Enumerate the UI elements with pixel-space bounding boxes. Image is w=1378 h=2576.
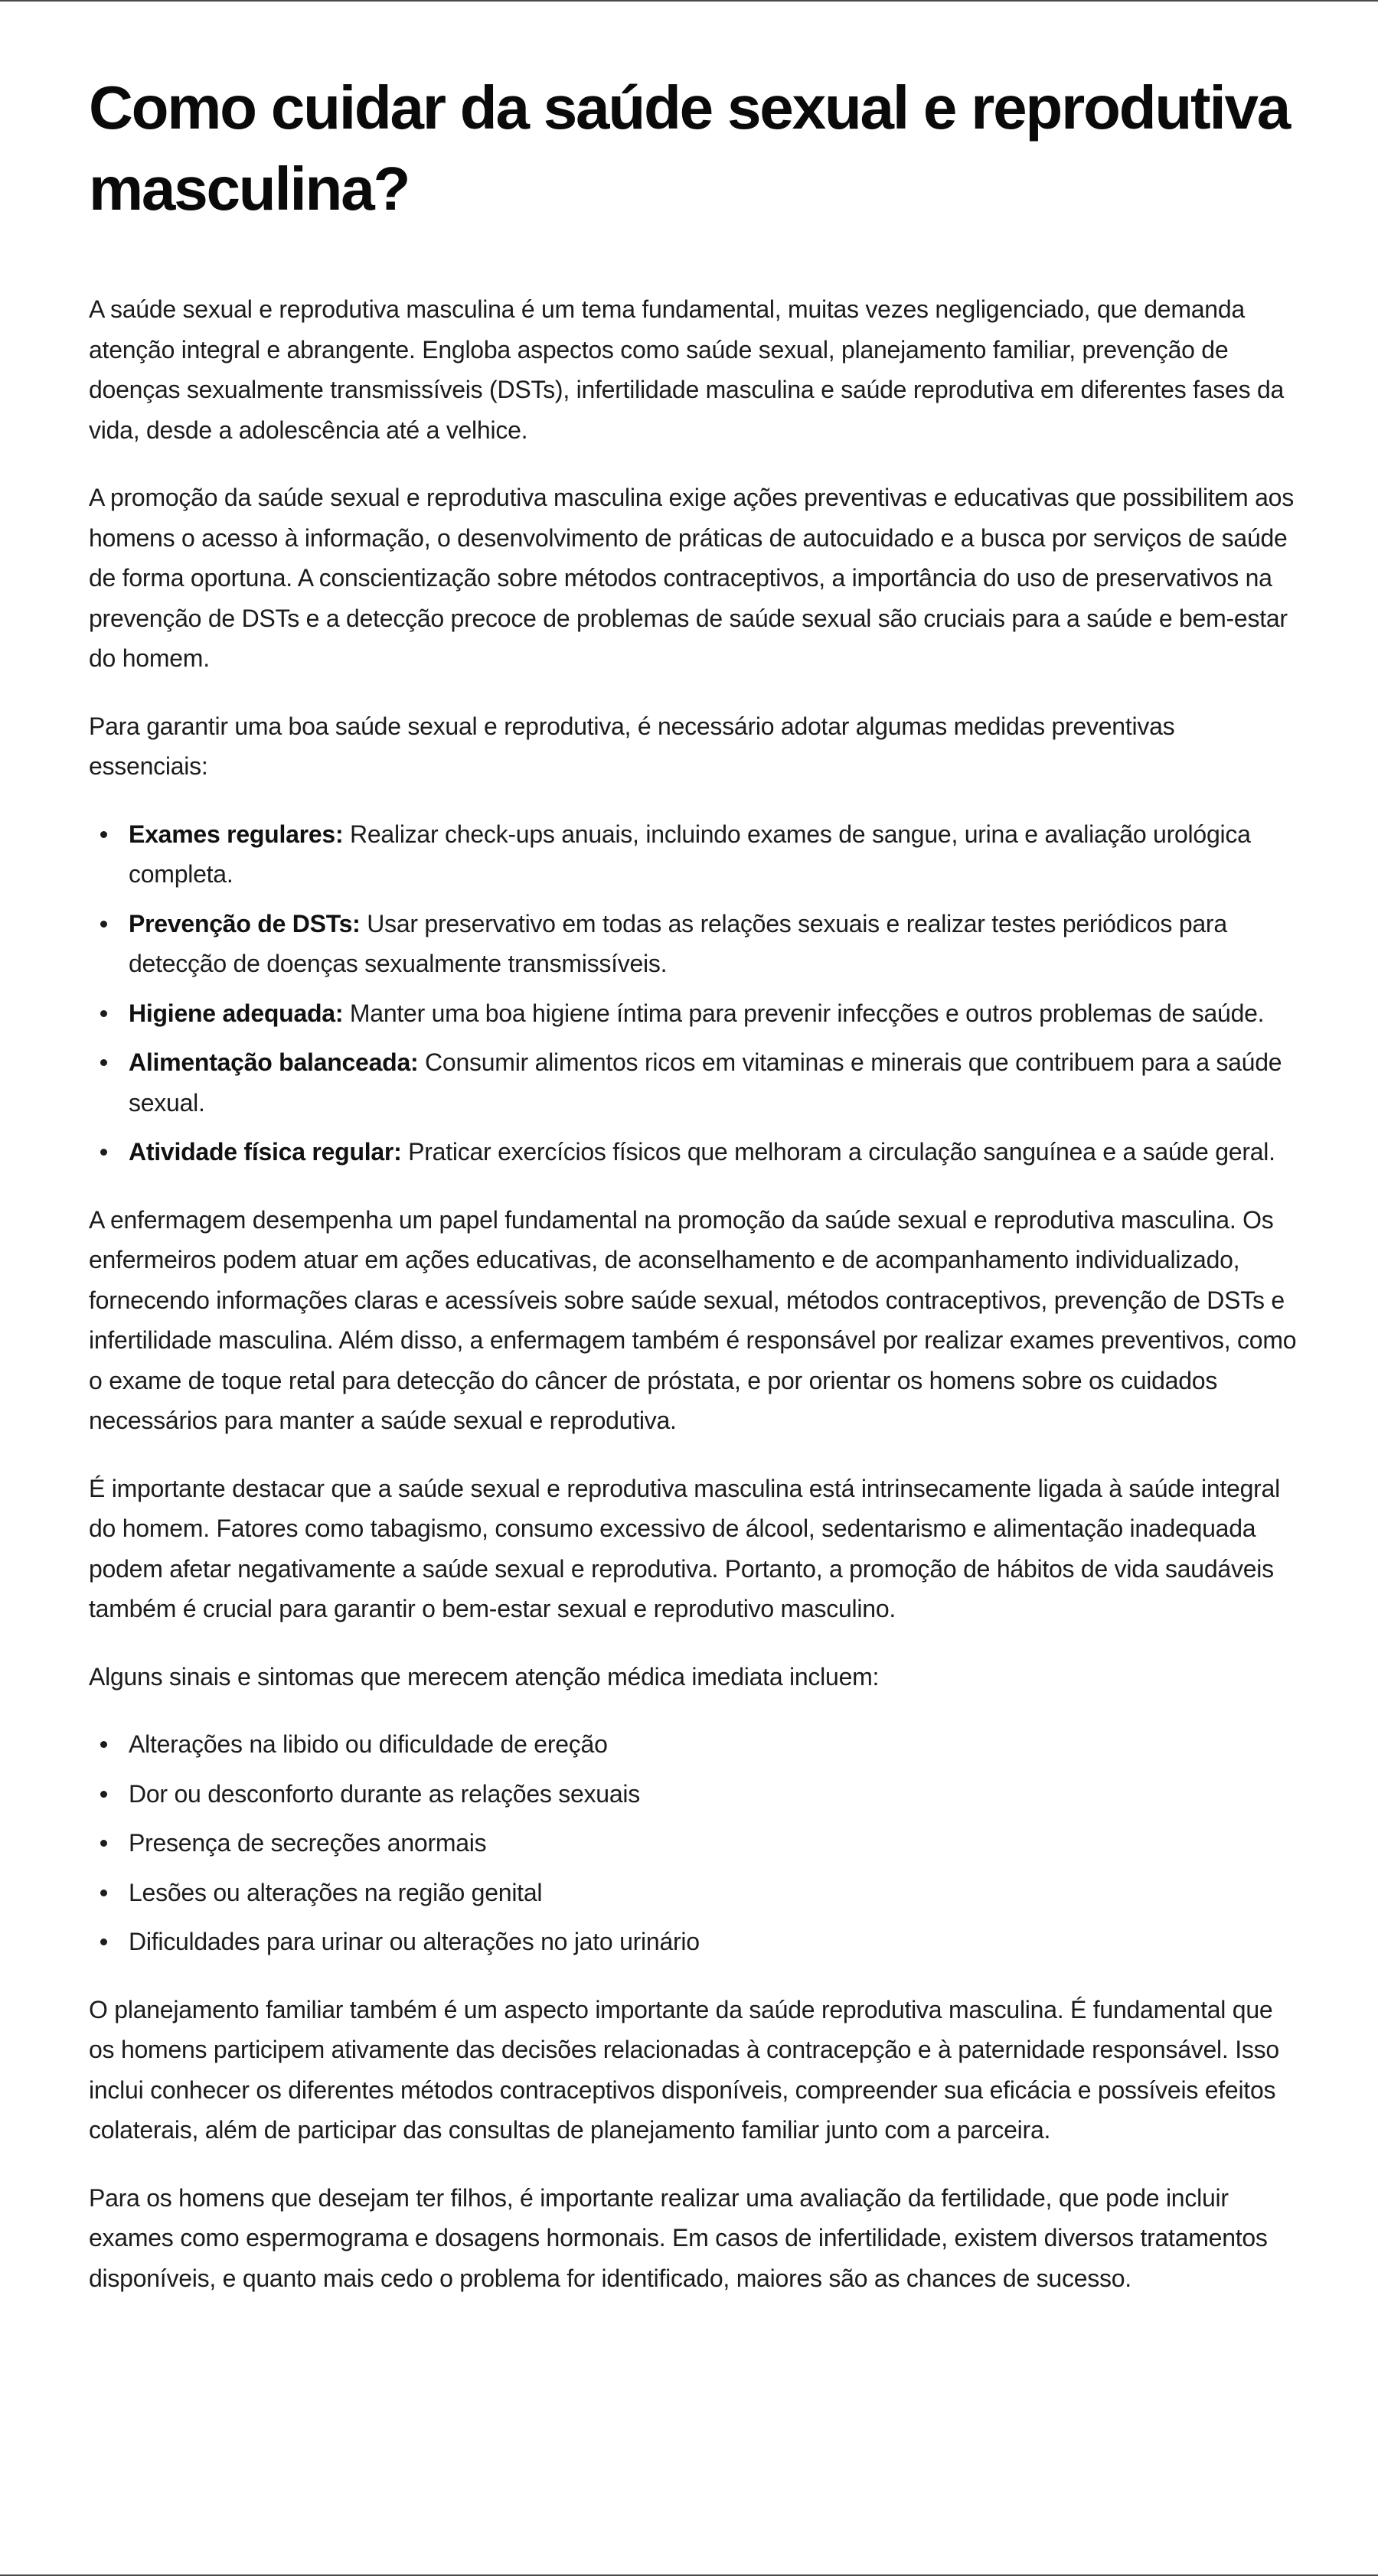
integral-health-paragraph: É importante destacar que a saúde sexual e reprodutiva masculina está intrinsecamente ligada à saúde integral do homem. Fatores como tabagismo, consumo excessivo de álcool, sedentarismo e alimentação inadequada podem afetar negativamente a saúde sexual e reprodutiva. Portanto, a promoção de hábitos de vida saudáveis também é crucial para garantir o bem-estar sexual e reprodutivo masculino. (89, 1474, 1280, 1622)
list-item: Lesões ou alterações na região genital (129, 1873, 1298, 1913)
preventive-measures-list (89, 814, 1298, 1172)
nursing-paragraph: A enfermagem desempenha um papel fundamental na promoção da saúde sexual e reprodutiva masculina. Os enfermeiros podem atuar em ações educativas, de aconselhamento e de acompanhamento individualizado, fornecendo informações claras e acessíveis sobre saúde sexual, métodos contraceptivos, prevenção de DSTs e infertilidade masculina. Além disso, a enfermagem também é responsável por realizar exames preventivos, como o exame de toque retal para detecção do câncer de próstata, e por orientar os homens sobre os cuidados necessários para manter a saúde sexual e reprodutiva. (89, 1205, 1297, 1434)
list-item-text: Realizar check-ups anuais, incluindo exames de sangue, urina e avaliação urológica completa. (129, 820, 1251, 888)
list-item (129, 993, 1298, 1034)
list-item-text: Usar preservativo em todas as relações sexuais e realizar testes periódicos para detecção de doenças sexualmente transmissíveis. (129, 909, 1227, 977)
list-item: Dificuldades para urinar ou alterações no jato urinário (129, 1922, 1298, 1962)
list-item-text: Consumir alimentos ricos em vitaminas e minerais que contribuem para a saúde sexual. (129, 1048, 1282, 1117)
article (89, 67, 1298, 2298)
measures-intro-paragraph: Para garantir uma boa saúde sexual e reprodutiva, é necessário adotar algumas medidas preventivas essenciais: (89, 712, 1175, 780)
fertility-paragraph: Para os homens que desejam ter filhos, é importante realizar uma avaliação da fertilidade, que pode incluir exames como espermograma e dosagens hormonais. Em casos de infertilidade, existem diversos tratamentos disponíveis, e quanto mais cedo o problema for identificado, maiores são as chances de sucesso. (89, 2183, 1268, 2292)
top-border (0, 0, 1378, 2)
family-planning-paragraph: O planejamento familiar também é um aspecto importante da saúde reprodutiva masculina. É fundamental que os homens participem ativamente das decisões relacionadas à contracepção e à paternidade responsável. Isso inclui conhecer os diferentes métodos contraceptivos disponíveis, compreender sua eficácia e possíveis efeitos colaterais, além de participar das consultas de planejamento familiar junto com a parceira. (89, 1995, 1279, 2144)
promotion-paragraph: A promoção da saúde sexual e reprodutiva masculina exige ações preventivas e educativas que possibilitem aos homens o acesso à informação, o desenvolvimento de práticas de autocuidado e a busca por serviços de saúde de forma oportuna. A conscientização sobre métodos contraceptivos, a importância do uso de preservativos na prevenção de DSTs e a detecção precoce de problemas de saúde sexual são cruciais para a saúde e bem-estar do homem. (89, 484, 1294, 672)
list-item-term: Alimentação balanceada: (129, 1048, 419, 1076)
list-item (129, 1132, 1298, 1172)
list-item-term: Prevenção de DSTs: (129, 909, 361, 937)
symptoms-intro-paragraph: Alguns sinais e sintomas que merecem atenção médica imediata incluem: (89, 1662, 880, 1691)
list-item (129, 814, 1298, 895)
intro-paragraph: A saúde sexual e reprodutiva masculina é um tema fundamental, muitas vezes negligenciado, que demanda atenção integral e abrangente. Engloba aspectos como saúde sexual, planejamento familiar, prevenção de doenças sexualmente transmissíveis (DSTs), infertilidade masculina e saúde reprodutiva em diferentes fases da vida, desde a adolescência até a velhice. (89, 295, 1285, 444)
list-item (129, 904, 1298, 984)
list-item-term: Higiene adequada: (129, 999, 344, 1027)
list-item: Alterações na libido ou dificuldade de ereção (129, 1724, 1298, 1765)
page-title: Como cuidar da saúde sexual e reprodutiva masculina? (89, 73, 1290, 223)
list-item-term: Exames regulares: (129, 820, 344, 848)
list-item: Presença de secreções anormais (129, 1823, 1298, 1864)
list-item (129, 1042, 1298, 1123)
symptoms-list (89, 1724, 1298, 1962)
list-item-text: Manter uma boa higiene íntima para prevenir infecções e outros problemas de saúde. (343, 999, 1265, 1027)
list-item-term: Atividade física regular: (129, 1138, 402, 1166)
list-item-text: Praticar exercícios físicos que melhoram a circulação sanguínea e a saúde geral. (401, 1138, 1275, 1166)
list-item: Dor ou desconforto durante as relações sexuais (129, 1774, 1298, 1815)
